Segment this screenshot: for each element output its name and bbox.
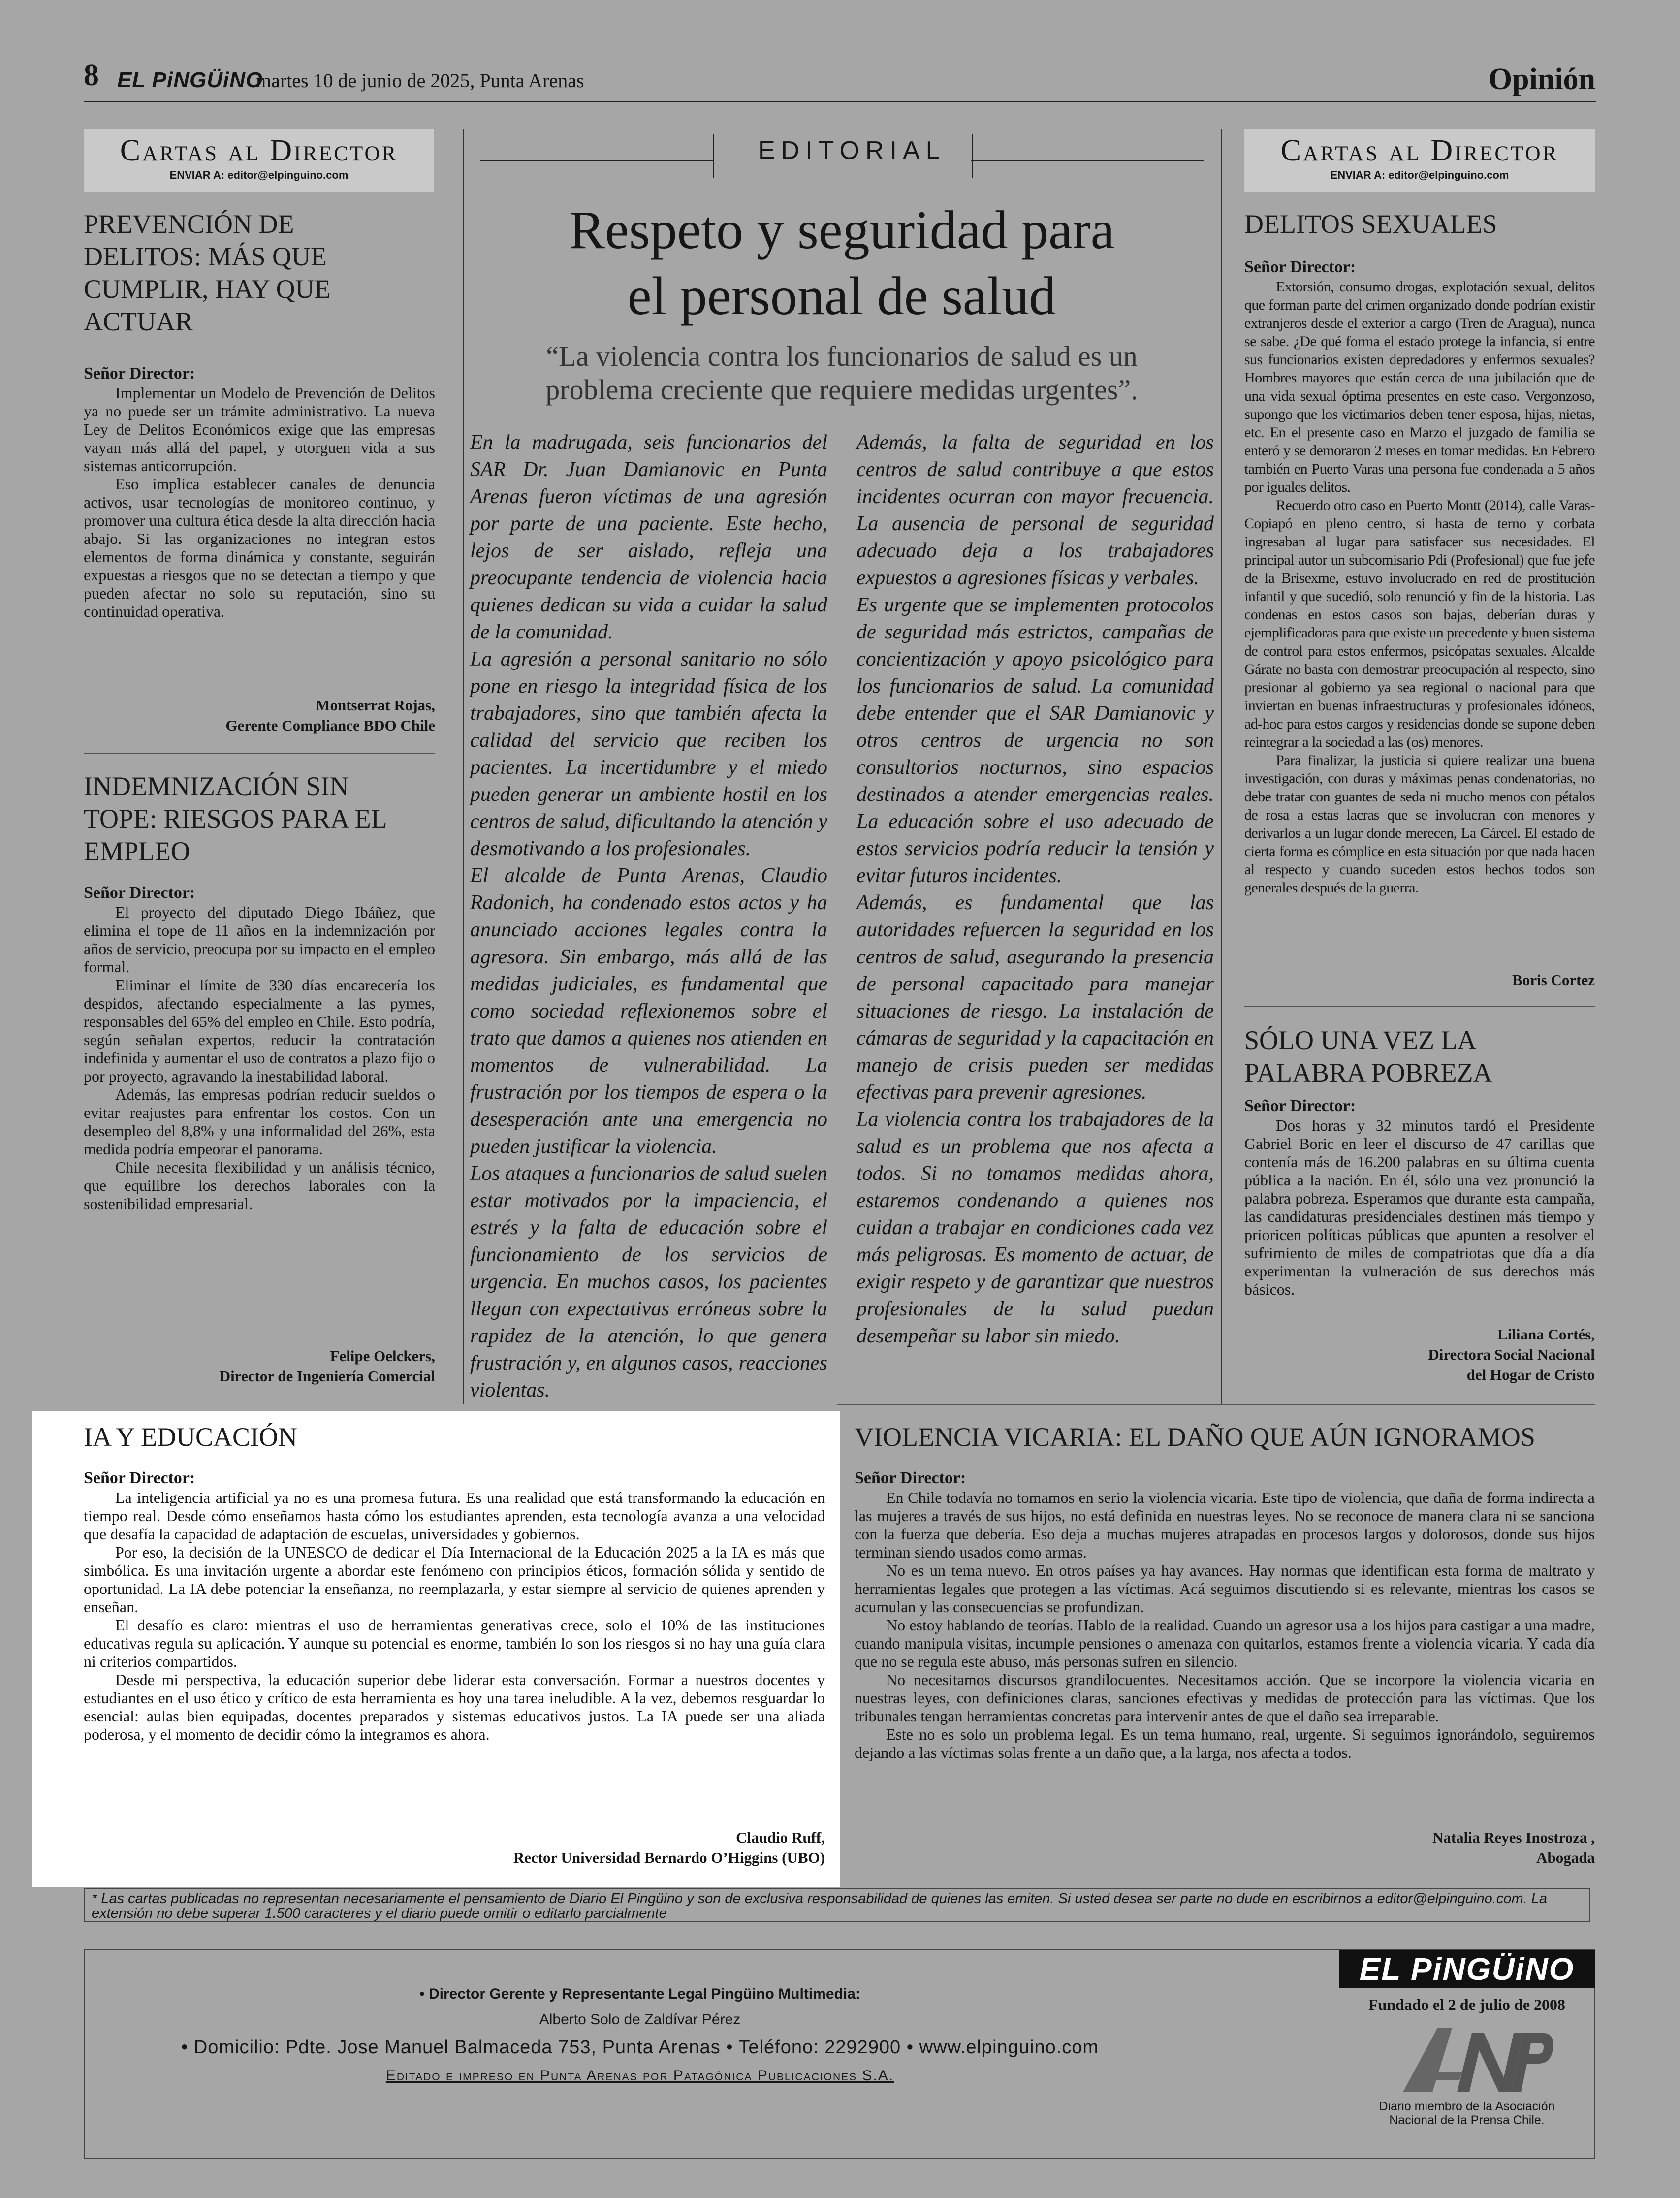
editorial-column-2 [856, 429, 1214, 1350]
signature-title: Rector Universidad Bernardo O’Higgins (UBO) [513, 1849, 825, 1866]
editorial-paragraph: El alcalde de Punta Arenas, Claudio Radonich, ha condenado estos actos y ha anunciado acciones legales contra la agresora. Sin embargo, más allá de las medidas judiciales, es fundamental que como sociedad reflexionemos sobre el trato que damos a quienes nos atienden en momentos de vulnerabilidad. La frustración por los tiempos de espera o la desesperación ante una emergencia no pueden justificar la violencia. [470, 864, 827, 1158]
letter-body-indemnizacion [84, 884, 435, 1213]
editorial-paragraph: En la madrugada, seis funcionarios del SAR Dr. Juan Damianovic en Punta Arenas fueron víctimas de una agresión por parte de una paciente. Este hecho, lejos de ser aislado, refleja una preocupante tendencia de violencia hacia quienes dedican su vida a cuidar la salud de la comunidad. [470, 431, 827, 643]
letter-signature-vicaria [855, 1827, 1595, 1868]
salutation: Señor Director: [84, 1469, 195, 1487]
cartas-email[interactable]: ENVIAR A: editor@elpinguino.com [1330, 169, 1509, 182]
heading-line: PALABRA POBREZA [1244, 1058, 1492, 1087]
column-divider-right [1221, 129, 1222, 1404]
letter-divider [1244, 1006, 1595, 1007]
editorial-paragraph: La violencia contra los trabajadores de la salud es un problema que nos afecta a todos. Si no tomamos medidas ahora, estaremos condenando a quienes nos cuidan a trabajar en condiciones cada vez más peligrosas. Es momento de actuar, de exigir respeto y de garantizar que nuestros profesionales de la salud puedan desempeñar su labor sin miedo. [856, 1108, 1214, 1347]
salutation: Señor Director: [84, 364, 195, 382]
heading-line: SÓLO UNA VEZ LA [1244, 1025, 1477, 1055]
paragraph: No estoy hablando de teorías. Hablo de la realidad. Cuando un agresor usa a los hijos para castigar a una madre, cuando manipula visitas, incumple pensiones o amenaza con quitarlos, estamos frente a violencia vicaria. Y cada día que no se regula este abuso, más personas sufren en silencio. [855, 1616, 1595, 1670]
caption-line: Nacional de la Prensa Chile. [1389, 2113, 1545, 2127]
issue-date: martes 10 de junio de 2025, Punta Arenas [256, 69, 584, 92]
letter-body-prevencion [84, 364, 435, 621]
quote-line: problema creciente que requiere medidas urgentes”. [545, 374, 1138, 406]
imprint-address: • Domicilio: Pdte. Jose Manuel Balmaceda 753, Punta Arenas • Teléfono: 2292900 • www.elpinguino.com [181, 2037, 1099, 2058]
signature-name: Claudio Ruff, [736, 1829, 825, 1846]
editorial-paragraph: Además, es fundamental que las autoridades refuercen la seguridad en los centros de salud, asegurando la presencia de personal capacitado para manejar situaciones de riesgo. La instalación de cámaras de seguridad y la capacitación en manejo de crisis pueden ser medidas efectivas para prevenir agresiones. [856, 892, 1214, 1104]
editorial-rule-left [480, 160, 713, 161]
signature-title: Directora Social Nacional [1428, 1346, 1595, 1363]
title-line: el personal de salud [627, 266, 1056, 326]
heading-line: ACTUAR [84, 307, 193, 336]
letter-heading-indemnizacion [84, 770, 448, 867]
signature-title: Abogada [1536, 1849, 1595, 1866]
letter-body-pobreza [1244, 1097, 1595, 1299]
signature-name: Felipe Oelckers, [330, 1347, 435, 1365]
salutation: Señor Director: [1244, 1097, 1356, 1115]
paragraph: Extorsión, consumo drogas, explotación sexual, delitos que forman parte del crimen organizado donde podrían existir extranjeros desde el exterior a cargo (Tren de Aragua), nunca se sabe. ¿De qué forma el estado protege la infancia, si entre sus funcionarios existen depredadores y enfermos sexuales? Hombres mayores que están cerca de una jubilación que de una vida sexual óptima presentes en este caso. Vergonzoso, supongo que los victimarios deben tener esposa, hijas, nietas, etc. En el presente caso en Marzo el juzgado de familia se enteró y se demoraron 2 meses en tomar medidas. En Febrero también en Puerto Varas una persona fue condenada a 5 años por iguales delitos. [1244, 279, 1595, 495]
signature-name: Montserrat Rojas, [316, 697, 435, 714]
salutation: Señor Director: [84, 884, 195, 902]
section-title: Opinión [1488, 63, 1595, 96]
paragraph: No necesitamos discursos grandilocuentes. Necesitamos acción. Que se incorpore la violencia vicaria en nuestras leyes, con definiciones claras, sanciones efectivas y medidas de protección para las víctimas. Que los tribunales tengan herramientas concretas para intervenir antes de que el daño sea irreparable. [855, 1671, 1595, 1725]
letter-body-ia [84, 1469, 825, 1744]
editorial-paragraph: Es urgente que se implementen protocolos de seguridad más estrictos, campañas de concientización y apoyo psicológico para los funcionarios de salud. La comunidad debe entender que el SAR Damianovic y otros centros de urgencia no son consultorios nocturnos, sino espacios destinados a atender emergencias reales. La educación sobre el uso adecuado de estos servicios podría reducir la tensión y evitar futuros incidentes. [856, 594, 1214, 887]
letter-signature-prevencion [84, 695, 435, 735]
letter-signature-ia [84, 1827, 825, 1868]
paragraph: Desde mi perspectiva, la educación superior debe liderar esta conversación. Formar a nuestros docentes y estudiantes en el uso ético y crítico de esta herramienta es hoy una tarea ineludible. A la vez, debemos resguardar lo esencial: aulas bien equipadas, docentes preparados y sistemas educativos justos. La IA puede ser una aliada poderosa, y el momento de decidir cómo la integramos es ahora. [84, 1671, 825, 1743]
cartas-banner-left [84, 129, 434, 192]
paragraph: El desafío es claro: mientras el uso de herramientas generativas crece, solo el 10% de las instituciones educativas regula su aplicación. Y aunque su potencial es enorme, también lo son los riesgos si no hay una guía clara ni criterios compartidos. [84, 1616, 825, 1670]
imprint-director-name: Alberto Solo de Zaldívar Pérez [539, 2011, 741, 2028]
masthead-logo: EL PiNGÜiNO [117, 68, 263, 92]
salutation: Señor Director: [855, 1469, 966, 1487]
paragraph: La inteligencia artificial ya no es una promesa futura. Es una realidad que está transformando la educación en tiempo real. Desde cómo enseñamos hasta cómo los estudiantes aprenden, esta tecnología avanza a una velocidad que desafía la capacidad de adaptación de escuelas, universidades y gobiernos. [84, 1489, 825, 1543]
founded-date: Fundado el 2 de julio de 2008 [1368, 1996, 1566, 2013]
paragraph: Recuerdo otro caso en Puerto Montt (2014), calle Varas-Copiapó en pleno centro, si hasta de terno y corbata ingresaban al lugar para satisfacer sus necesidades. El principal autor un subcomisario Pdi (Profesional) que fue jefe de la Brisexme, estuvo involucrado en red de prostitución infantil y que sucedió, solo renunció y fin de la historia. Las condenas en estos casos son bajas, deberían duras y ejemplificadoras para que existe un precedente y buen sistema de control para estos enfermos, psicópatas sexuales. Alcalde Gárate no basta con demostrar preocupación al respecto, sino presionar al gobierno ya sea regional o nacional para que inviertan en buenas infraestructuras y profesionales idóneos, ad-hoc para estos cargos y residencias donde se supone deben reintegrar a la sociedad a las (os) menores. [1244, 497, 1595, 750]
title-line: Respeto y seguridad para [569, 200, 1115, 260]
letter-divider [84, 753, 435, 754]
heading-line: PREVENCIÓN DE [84, 209, 294, 239]
paragraph: El proyecto del diputado Diego Ibáñez, que elimina el tope de 11 años en la indemnización por años de servicio, preocupa por su impacto en el empleo formal. [84, 903, 435, 976]
editorial-paragraph: Además, la falta de seguridad en los centros de salud contribuye a que estos incidentes ocurran con mayor frecuencia. La ausencia de personal de seguridad adecuado deja a los trabajadores expuestos a agresiones físicas y verbales. [856, 431, 1214, 589]
paragraph: Por eso, la decisión de la UNESCO de dedicar el Día Internacional de la Educación 2025 a la IA es más que simbólica. Es una invitación urgente a abordar este fenómeno con principios éticos, formación sólida y sentido de oportunidad. La IA debe potenciar la enseñanza, no reemplazarla, y estar siempre al servicio de quienes aprenden y enseñan. [84, 1543, 825, 1616]
letters-disclaimer: * Las cartas publicadas no representan necesariamente el pensamiento de Diario El Pingüino y son de exclusiva responsabilidad de quienes las emiten. Si usted desea ser parte no dude en escribirnos a editor@elpinguino.com. La extensión no debe superar 1.500 caracteres y el diario puede omitir o editarlo parcialmente [84, 1888, 1590, 1922]
heading-line: INDEMNIZACIÓN SIN [84, 771, 349, 801]
paragraph: Este no es solo un problema legal. Es un tema humano, real, urgente. Si seguimos ignorándolo, seguiremos dejando a las víctimas solas frente a un daño que, a la larga, nos afecta a todos. [855, 1725, 1595, 1761]
letter-signature-pobreza [1244, 1324, 1595, 1385]
letter-heading-pobreza [1244, 1024, 1599, 1089]
caption-line: Diario miembro de la Asociación [1379, 2100, 1555, 2113]
signature-title: Gerente Compliance BDO Chile [225, 717, 435, 734]
signature-name: Natalia Reyes Inostroza , [1432, 1829, 1595, 1846]
signature-name: Boris Cortez [1512, 971, 1595, 988]
bottom-section-rule [837, 1404, 1595, 1405]
cartas-banner-right [1244, 129, 1595, 192]
paragraph: Para finalizar, la justicia si quiere realizar una buena investigación, con duras y máximas penas condenatorias, no debe tratar con guantes de seda ni mucho menos con pétalos de rosa a estas lacras que se involucran con menores y derivarlos a un lugar donde merecen, La Cárcel. El estado de cierta forma es cómplice en esta situación por que nada hacen al respecto y cuando suceden estos hechos todos son generales después de la guerra. [1244, 752, 1595, 896]
paragraph: Dos horas y 32 minutos tardó el Presidente Gabriel Boric en leer el discurso de 47 carillas que contenía más de 16.200 palabras en su última cuenta pública a la nación. En él, sólo una vez pronunció la palabra pobreza. Esperamos que durante esta campaña, las candidaturas presidenciales destinen más tiempo y prioricen políticas públicas que apunten a resolver el sufrimiento de miles de compatriotas que día a día experimentan la vulneración de sus derechos más básicos. [1244, 1116, 1595, 1298]
heading-line: VIOLENCIA VICARIA: EL DAÑO QUE AÚN IGNORAMOS [855, 1422, 1535, 1452]
signature-title: Director de Ingeniería Comercial [219, 1368, 435, 1385]
paragraph: Implementar un Modelo de Prevención de Delitos ya no puede ser un trámite administrativo. La nueva Ley de Delitos Económicos exige que las empresas vayan más allá del papel, y otorguen vida a sus sistemas anticorrupción. [84, 384, 435, 475]
signature-name: Liliana Cortés, [1497, 1326, 1595, 1343]
letter-heading-delitos [1244, 208, 1599, 240]
page-number: 8 [84, 59, 99, 92]
anp-caption [1359, 2100, 1575, 2127]
heading-line: IA Y EDUCACIÓN [84, 1422, 297, 1452]
letter-body-vicaria [855, 1469, 1595, 1762]
heading-line: DELITOS SEXUALES [1244, 209, 1497, 239]
editorial-paragraph: La agresión a personal sanitario no sólo pone en riesgo la integridad física de los trabajadores, sino que también afecta la calidad del servicio que reciben los pacientes. La incertidumbre y el miedo pueden generar un ambiente hostil en los centros de salud, dificultando la atención y desmotivando a los profesionales. [470, 648, 827, 860]
paragraph: En Chile todavía no tomamos en serio la violencia vicaria. Este tipo de violencia, que daña de forma indirecta a las mujeres a través de sus hijos, no está definida en nuestras leyes. No se reconoce de manera clara ni se sanciona con la fuerza que debería. Eso deja a muchas mujeres atrapadas en procesos largos y dolorosos, donde sus hijos terminan siendo usados como armas. [855, 1489, 1595, 1561]
footer-logo: EL PiNGÜiNO [1339, 1950, 1595, 1988]
letter-heading-ia [84, 1421, 822, 1453]
letter-signature-delitos [1244, 970, 1595, 990]
heading-line: TOPE: RIESGOS PARA EL [84, 804, 387, 833]
anp-logo-icon [1398, 2018, 1555, 2097]
signature-org: del Hogar de Cristo [1466, 1366, 1595, 1383]
heading-line: DELITOS: MÁS QUE [84, 242, 327, 271]
heading-line: EMPLEO [84, 836, 190, 866]
cartas-title: Cartas al Director [120, 134, 398, 167]
paragraph: Chile necesita flexibilidad y un análisis técnico, que equilibre los derechos laborales con la sostenibilidad empresarial. [84, 1158, 435, 1212]
paragraph: Además, las empresas podrían reducir sueldos o evitar reajustes para enfrentar los costos. Con un desempleo del 8,8% y una informalidad del 26%, esta medida podría empeorar el panorama. [84, 1085, 435, 1158]
cartas-email[interactable]: ENVIAR A: editor@elpinguino.com [169, 169, 349, 182]
letter-heading-vicaria [855, 1421, 1595, 1453]
editorial-title [463, 197, 1221, 329]
imprint-printed-by: Editado e impreso en Punta Arenas por Patagónica Publicaciones S.A. [385, 2068, 894, 2084]
editorial-column-1 [470, 429, 827, 1404]
paragraph: Eliminar el límite de 330 días encarecería los despidos, afectando especialmente a las pymes, responsables del 65% del empleo en Chile. Esto podría, según señalan expertos, reducir la contratación indefinida y aumentar el uso de contratos a plazo fijo o por proyecto, agravando la inestabilidad laboral. [84, 976, 435, 1085]
letter-heading-prevencion [84, 208, 438, 338]
paragraph: Eso implica establecer canales de denuncia activos, usar tecnologías de monitoreo continuo, y promover una cultura ética desde la alta dirección hacia abajo. Si las organizaciones no integran estos elementos de forma dinámica y constante, seguirán expuestas a riesgos que no se detectan a tiempo y que pueden afectar no solo su reputación, sino su continuidad operativa. [84, 475, 435, 620]
editorial-rule-right [971, 160, 1204, 161]
paragraph: No es un tema nuevo. En otros países ya hay avances. Hay normas que identifican esta forma de maltrato y herramientas legales que protegen a las víctimas. Acá seguimos discutiendo si es relevante, mientras los casos se acumulan y las consecuencias se profundizan. [855, 1561, 1595, 1616]
letter-signature-indemnizacion [84, 1346, 435, 1386]
editorial-kicker: EDITORIAL [758, 136, 946, 165]
imprint-director-label: • Director Gerente y Representante Legal Pingüino Multimedia: [419, 1986, 860, 2002]
editorial-pull-quote [463, 340, 1221, 407]
letter-body-delitos [1244, 258, 1595, 897]
quote-line: “La violencia contra los funcionarios de salud es un [546, 340, 1138, 372]
salutation: Señor Director: [1244, 258, 1356, 276]
editorial-paragraph: Los ataques a funcionarios de salud suelen estar motivados por la impaciencia, el estrés y la falta de educación sobre el funcionamiento de los servicios de urgencia. En muchos casos, los pacientes llegan con expectativas erróneas sobre la rapidez de la atención, lo que genera frustración y, en algunos casos, reacciones violentas. [470, 1162, 827, 1402]
header-rule [84, 101, 1596, 102]
cartas-title: Cartas al Director [1280, 134, 1559, 167]
heading-line: CUMPLIR, HAY QUE [84, 274, 331, 304]
